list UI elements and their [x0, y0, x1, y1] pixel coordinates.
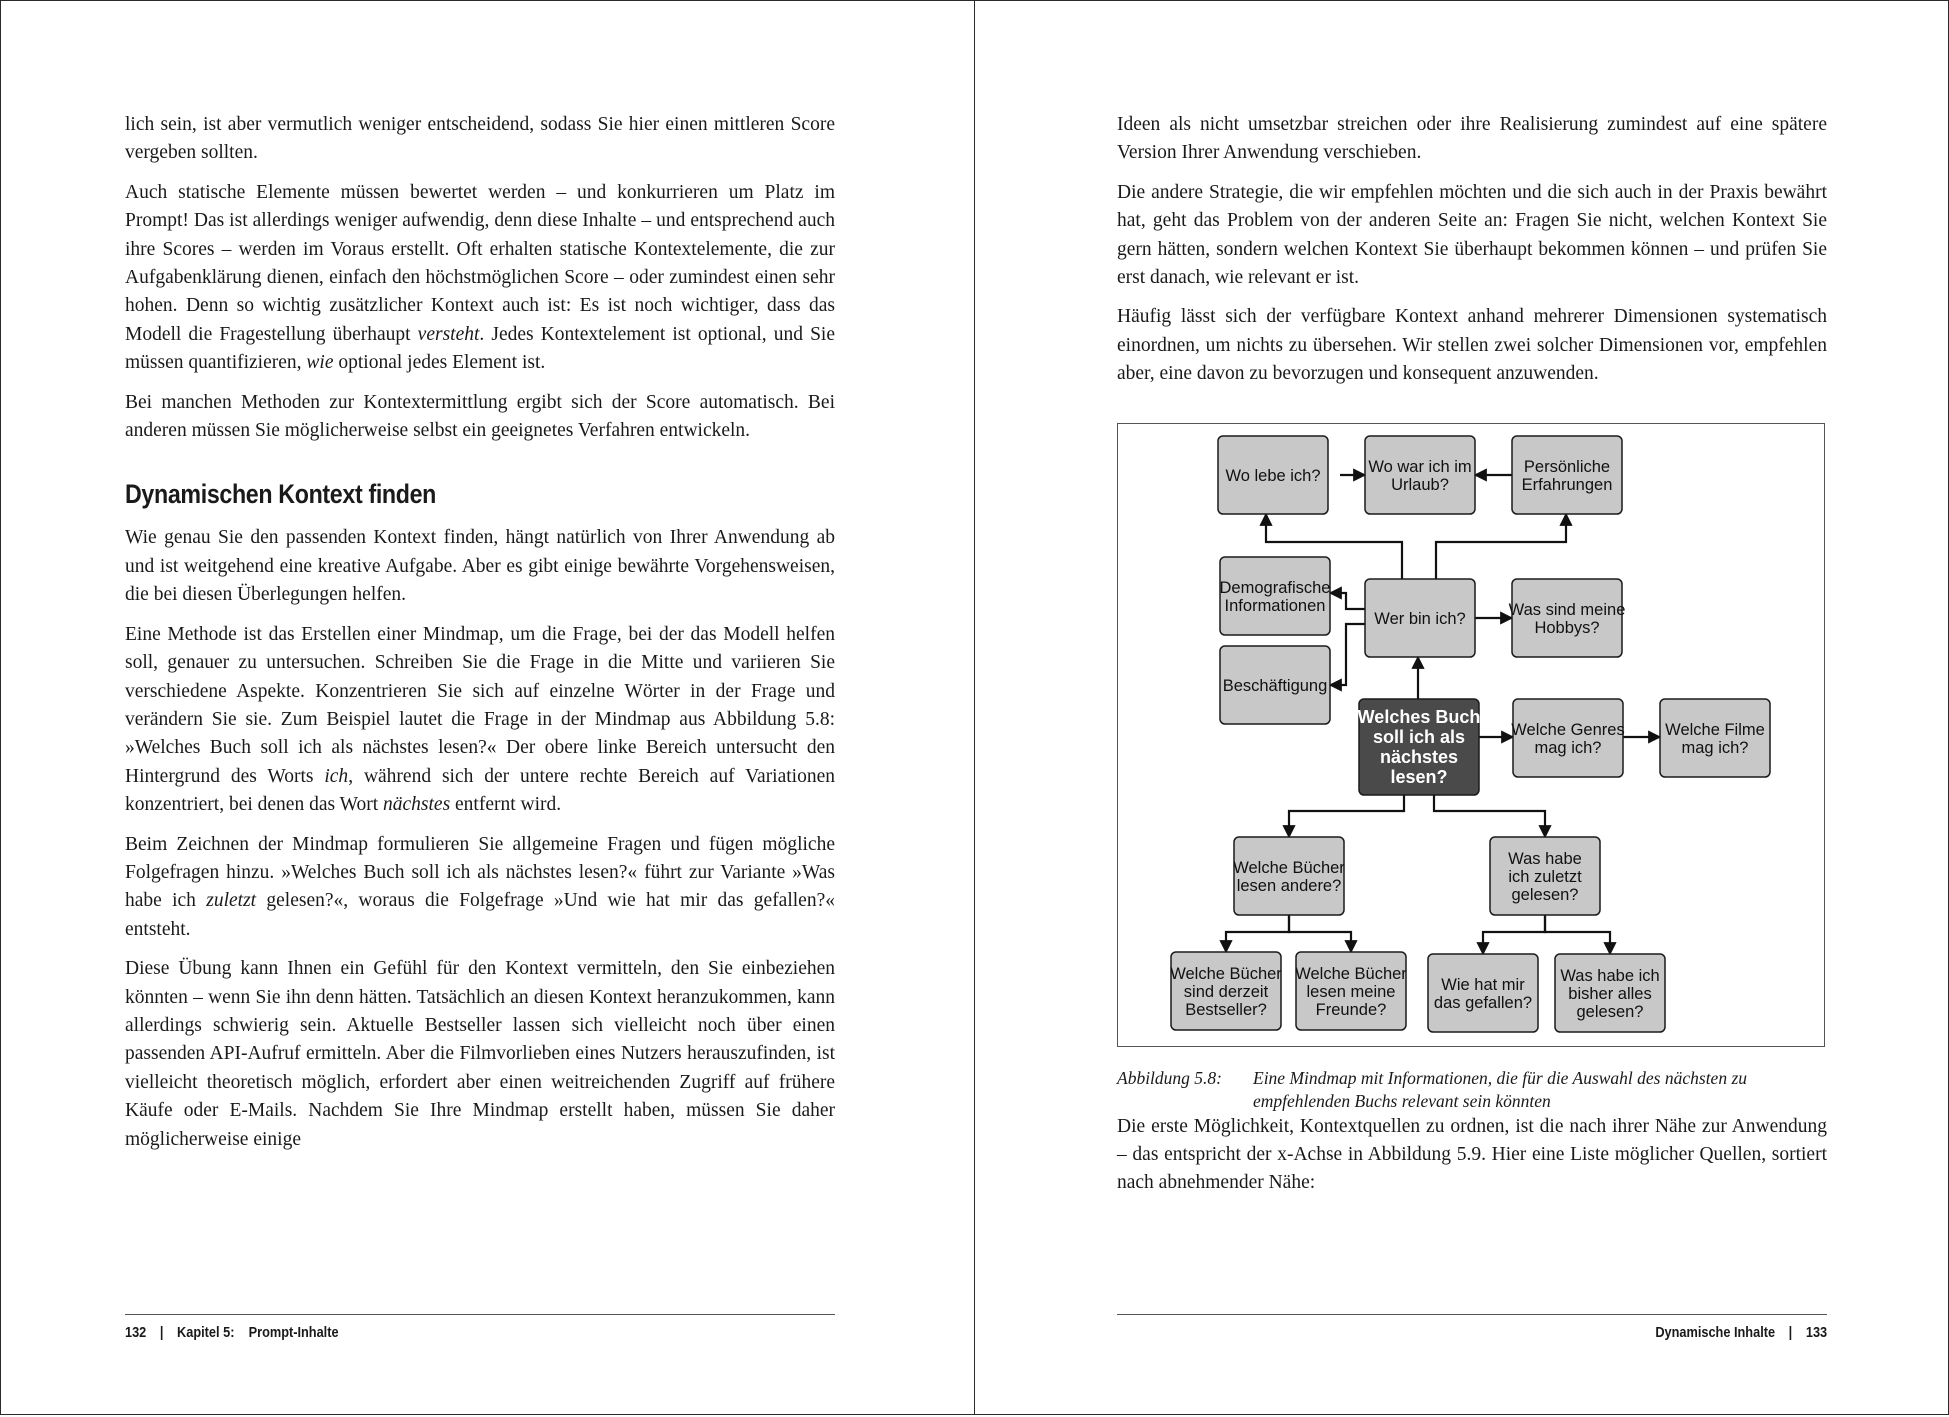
mindmap-node-center	[1358, 699, 1481, 795]
mindmap-diagram	[1118, 424, 1824, 1046]
mindmap-node-label: bisher alles	[1568, 984, 1652, 1003]
mindmap-node-label: Wie hat mir	[1441, 975, 1525, 994]
mindmap-node-label: ich zuletzt	[1508, 867, 1582, 886]
footer-separator: |	[1788, 1324, 1793, 1341]
paragraph: Die andere Strategie, die wir empfehlen möchten und die sich auch in der Praxis bewährt hat, geht das Problem von der anderen Seite an: Fragen Sie nicht, welchen Kontext Sie gern hätten, sondern welchen Kontext Sie überhaupt bekommen können – und prüfen Sie erst danach, wie relevant er ist.	[1117, 181, 1827, 289]
page-number: 132	[125, 1324, 147, 1341]
mindmap-figure	[1117, 423, 1825, 1047]
caption-label: Abbildung 5.8:	[1117, 1067, 1222, 1088]
paragraph: Diese Übung kann Ihnen ein Gefühl für den Kontext vermitteln, den Sie einbeziehen könnten – wenn Sie ihn denn hätten. Tatsächlich an diesen Kontext heranzukommen, kann allerdings schwierig sein. Aktuelle Bestseller lassen sich vielleicht noch über einen passenden API-Aufruf ermitteln. Aber die Filmvorlieben eines Nutzers herauszufinden, ist vielleicht theoretisch möglich, erfordert aber einen weitreichenden Zugriff auf frühere Käufe oder E-Mails. Nachdem Sie Ihre Mindmap erstellt haben, müssen Sie daher möglicherweise einige	[125, 958, 835, 1150]
mindmap-node-label: Wer bin ich?	[1374, 609, 1466, 628]
paragraph: Bei manchen Methoden zur Kontextermittlung ergibt sich der Score automatisch. Bei anderen müssen Sie möglicherweise selbst ein geeignetes Verfahren entwickeln.	[125, 391, 835, 442]
left-page	[0, 0, 975, 1415]
mindmap-node-gefallen	[1428, 954, 1538, 1032]
mindmap-node-label: Welches Buch	[1357, 706, 1481, 727]
connector-arrow	[1483, 915, 1545, 954]
mindmap-node-label: Erfahrungen	[1521, 475, 1613, 494]
footer-separator: |	[159, 1324, 164, 1341]
mindmap-node-label: Informationen	[1224, 596, 1326, 615]
mindmap-node-label: Welche Bücher	[1233, 858, 1345, 877]
mindmap-node-label: sind derzeit	[1183, 982, 1269, 1001]
mindmap-node-label: Persönliche	[1523, 457, 1611, 476]
mindmap-node-label: lesen meine	[1306, 982, 1396, 1001]
mindmap-node-hobbys	[1509, 579, 1626, 657]
connector-arrow	[1436, 514, 1566, 579]
mindmap-node-label: Wo war ich im	[1368, 457, 1472, 476]
right-text-column	[1117, 111, 1827, 1209]
mindmap-node-wer-bin	[1365, 579, 1475, 657]
figure-caption	[1117, 1067, 1827, 1113]
section-heading: Dynamischen Kontext finden	[125, 479, 437, 510]
connector-arrow	[1545, 915, 1610, 954]
mindmap-node-label: gelesen?	[1511, 885, 1579, 904]
mindmap-node-wo-lebe	[1218, 436, 1328, 514]
mindmap-node-label: Welche Filme	[1665, 720, 1765, 739]
section-title: Dynamische Inhalte	[1655, 1324, 1775, 1341]
mindmap-node-demografisch	[1220, 557, 1331, 635]
connector-arrow	[1434, 795, 1545, 837]
connector-arrow	[1226, 915, 1289, 952]
right-page	[974, 0, 1949, 1415]
mindmap-node-bestseller	[1170, 952, 1282, 1030]
paragraph: Häufig lässt sich der verfügbare Kontext anhand mehrerer Dimensionen systematisch einordnen, um nichts zu übersehen. Wir stellen zwei solcher Dimensionen vor, empfehlen aber, eine davon zu bevorzugen und konsequent anzuwenden.	[1117, 306, 1827, 385]
connector-arrow	[1330, 624, 1365, 685]
mindmap-node-label: Freunde?	[1315, 1000, 1387, 1019]
caption-text: Eine Mindmap mit Informationen, die für die Auswahl des nächsten zu empfehlenden Buchs relevant sein könnten	[1253, 1067, 1748, 1111]
mindmap-node-label: gelesen?	[1576, 1002, 1644, 1021]
mindmap-node-label: Was habe ich	[1560, 966, 1660, 985]
mindmap-node-label: Beschäftigung	[1222, 676, 1328, 695]
left-text-column	[125, 111, 835, 1165]
mindmap-node-beschaeftigung	[1220, 646, 1330, 724]
page-number: 133	[1805, 1324, 1827, 1341]
mindmap-node-label: Welche Bücher	[1295, 964, 1407, 983]
mindmap-node-label: das gefallen?	[1433, 993, 1533, 1012]
mindmap-node-label: soll ich als	[1372, 726, 1466, 747]
connector-arrow	[1289, 795, 1404, 837]
mindmap-node-label: nächstes	[1379, 746, 1459, 767]
paragraph: Eine Methode ist das Erstellen einer Mindmap, um die Frage, bei der das Modell helfen soll, genauer zu untersuchen. Schreiben Sie die Frage in die Mitte und variieren Sie verschiedene Aspekte. Konzentrieren Sie sich auf einzelne Wörter in der Frage und verändern Sie sie. Zum Beispiel lautet die Frage in der Mindmap aus Abbildung 5.8: »Welches Buch soll ich als nächstes lesen?« Der obere linke Bereich untersucht den Hintergrund des Worts ich, während sich der untere rechte Bereich auf Variationen konzentriert, bei denen das Wort nächstes entfernt wird.	[125, 623, 835, 816]
mindmap-node-label: lesen andere?	[1236, 876, 1342, 895]
paragraph: Beim Zeichnen der Mindmap formulieren Sie allgemeine Fragen und fügen mögliche Folgefragen hinzu. »Welches Buch soll ich als nächstes lesen?« führt zur Variante »Was habe ich zuletzt gelesen?«, woraus die Folgefrage »Und wie hat mir das gefallen?« entsteht.	[125, 833, 835, 940]
mindmap-node-label: Wo lebe ich?	[1225, 466, 1321, 485]
paragraph: lich sein, ist aber vermutlich weniger entscheidend, sodass Sie hier einen mittleren Score vergeben sollten.	[125, 114, 835, 164]
mindmap-node-label: Welche Bücher	[1170, 964, 1282, 983]
connector-arrow	[1289, 915, 1351, 952]
mindmap-node-label: Welche Genres	[1511, 720, 1625, 739]
mindmap-node-label: lesen?	[1390, 766, 1448, 787]
paragraph: Ideen als nicht umsetzbar streichen oder ihre Realisierung zumindest auf eine spätere Version Ihrer Anwendung verschieben.	[1117, 114, 1827, 164]
mindmap-node-label: Hobbys?	[1534, 618, 1600, 637]
right-footer	[1117, 1314, 1827, 1345]
mindmap-node-label: mag ich?	[1681, 738, 1749, 757]
connector-arrow	[1330, 593, 1365, 609]
left-footer	[125, 1314, 835, 1345]
mindmap-node-zuletzt	[1490, 837, 1600, 915]
mindmap-node-label: Urlaub?	[1391, 475, 1449, 494]
paragraph: Die erste Möglichkeit, Kontextquellen zu ordnen, ist die nach ihrer Nähe zur Anwendung – das entspricht der x-Achse in Abbildung 5.9. Hier eine Liste möglicher Quellen, sortiert nach abnehmender Nähe:	[1117, 1115, 1827, 1194]
mindmap-node-genres	[1511, 699, 1624, 777]
mindmap-node-freunde	[1295, 952, 1407, 1030]
mindmap-node-label: Bestseller?	[1185, 1000, 1267, 1019]
mindmap-node-label: mag ich?	[1534, 738, 1602, 757]
mindmap-node-buecher-andere	[1233, 837, 1345, 915]
chapter-title: Kapitel 5: Prompt-Inhalte	[177, 1324, 339, 1341]
mindmap-node-filme	[1660, 699, 1770, 777]
mindmap-node-label: Was sind meine	[1508, 600, 1626, 619]
mindmap-node-label: Was habe	[1508, 849, 1582, 868]
mindmap-node-label: Demografische	[1219, 578, 1331, 597]
paragraph: Auch statische Elemente müssen bewertet werden – und konkurrieren um Platz im Prompt! Das ist allerdings weniger aufwendig, denn diese Inhalte – und entsprechend auch ihre Scores – werden im Voraus erstellt. Oft erhalten statische Kontextelemente, die zur Aufgabenklärung dienen, einfach den höchstmöglichen Score – oder zumindest einen sehr hohen. Denn so wichtig zusätzlicher Kontext auch ist: Es ist noch wichtiger, dass das Modell die Fragestellung überhaupt versteht. Jedes Kontextelement ist optional, und Sie müssen quantifizieren, wie optional jedes Element ist.	[125, 181, 836, 374]
mindmap-node-erfahrungen	[1512, 436, 1622, 514]
mindmap-node-bisher	[1555, 954, 1665, 1032]
paragraph: Wie genau Sie den passenden Kontext finden, hängt natürlich von Ihrer Anwendung ab und ist weitgehend eine kreative Aufgabe. Aber es gibt einige bewährte Vorgehensweisen, die bei diesen Überlegungen helfen.	[125, 527, 835, 606]
mindmap-node-wo-urlaub	[1365, 436, 1475, 514]
